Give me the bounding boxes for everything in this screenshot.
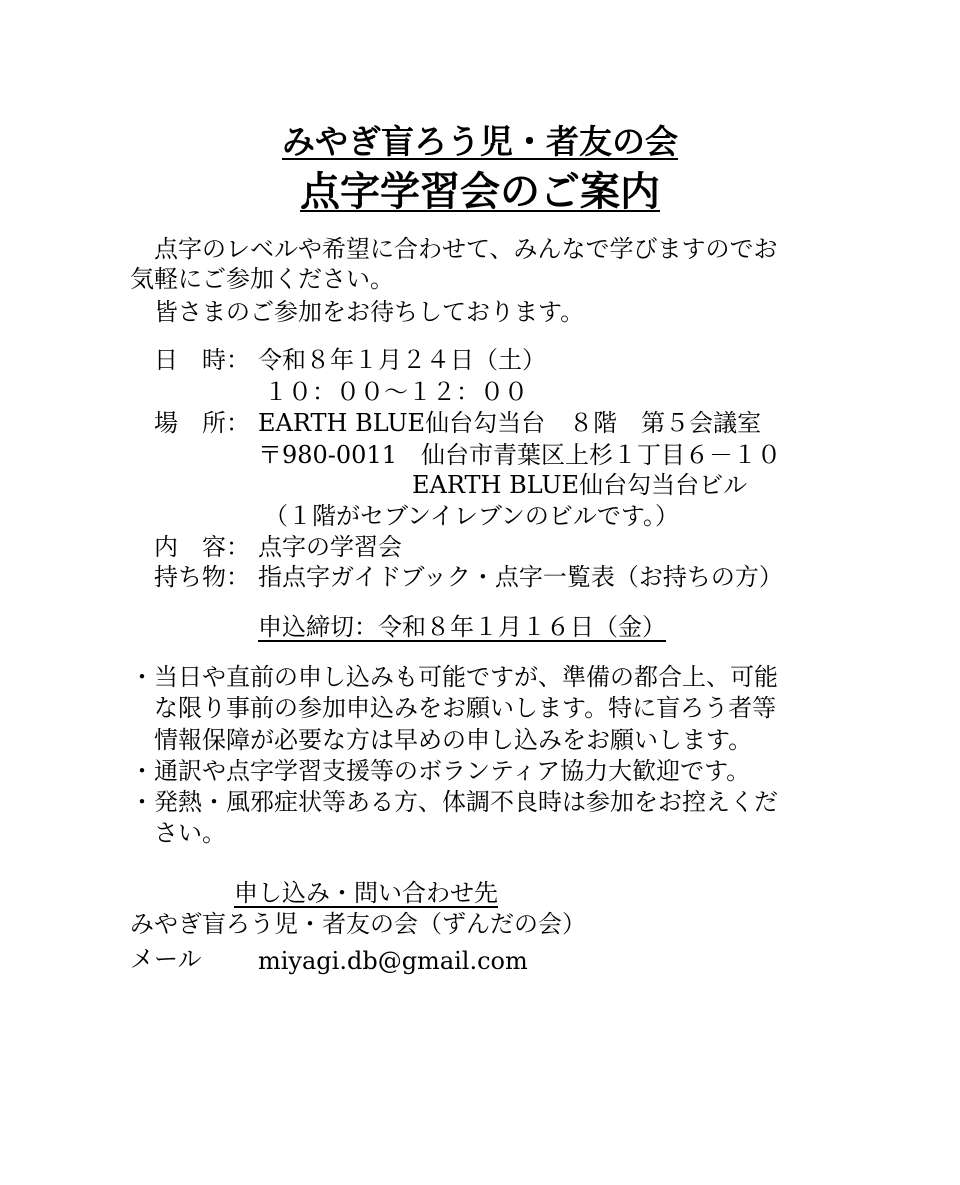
place-row xyxy=(154,408,761,438)
deadline: 申込締切：令和８年１月１６日（金） xyxy=(258,613,666,641)
building-value: EARTH BLUE仙台勾当台ビル xyxy=(412,471,748,499)
time-value: １０：００〜１２：００ xyxy=(264,378,528,406)
date-row xyxy=(154,345,546,375)
note-3-line-2: さい。 xyxy=(154,819,226,847)
note-1-line-2: な限り事前の参加申込みをお願いします。特に盲ろう者等 xyxy=(154,694,777,722)
place-value: EARTH BLUE仙台勾当台 ８階 第５会議室 xyxy=(258,409,762,437)
event-title: 点字学習会のご案内 xyxy=(300,168,660,215)
content-label: 内 容： xyxy=(154,533,250,561)
contact-heading: 申し込み・問い合わせ先 xyxy=(234,879,498,907)
intro-line-1: 点字のレベルや希望に合わせて、みんなで学びますのでお xyxy=(154,235,778,263)
items-row xyxy=(154,562,783,592)
mail-address: miyagi.db@gmail.com xyxy=(258,947,528,975)
date-value: 令和８年１月２４日（土） xyxy=(258,346,546,374)
content-row xyxy=(154,532,402,562)
place-label: 場 所： xyxy=(154,409,250,437)
contact-organization: みやぎ盲ろう児・者友の会（ずんだの会） xyxy=(130,910,586,938)
address-value: 〒980-0011 仙台市青葉区上杉１丁目６－１０ xyxy=(258,441,781,469)
building-note: （１階がセブンイレブンのビルです。） xyxy=(264,502,679,530)
date-label: 日 時： xyxy=(154,346,250,374)
items-value: 指点字ガイドブック・点字一覧表（お持ちの方） xyxy=(258,563,783,591)
intro-line-3: 皆さまのご参加をお待ちしております。 xyxy=(154,298,585,326)
intro-line-2: 気軽にご参加ください。 xyxy=(130,265,394,293)
note-2-line-1: ・通訳や点字学習支援等のボランティア協力大歓迎です。 xyxy=(130,757,751,785)
mail-label: メール xyxy=(130,945,202,973)
note-1-line-1: ・当日や直前の申し込みも可能ですが、準備の都合上、可能 xyxy=(130,663,778,691)
content-value: 点字の学習会 xyxy=(258,533,402,561)
items-label: 持ち物： xyxy=(154,563,250,591)
note-1-line-3: 情報保障が必要な方は早めの申し込みをお願いします。 xyxy=(154,726,753,754)
note-3-line-1: ・発熱・風邪症状等ある方、体調不良時は参加をお控えくだ xyxy=(130,788,778,816)
organization-title: みやぎ盲ろう児・者友の会 xyxy=(282,122,678,161)
